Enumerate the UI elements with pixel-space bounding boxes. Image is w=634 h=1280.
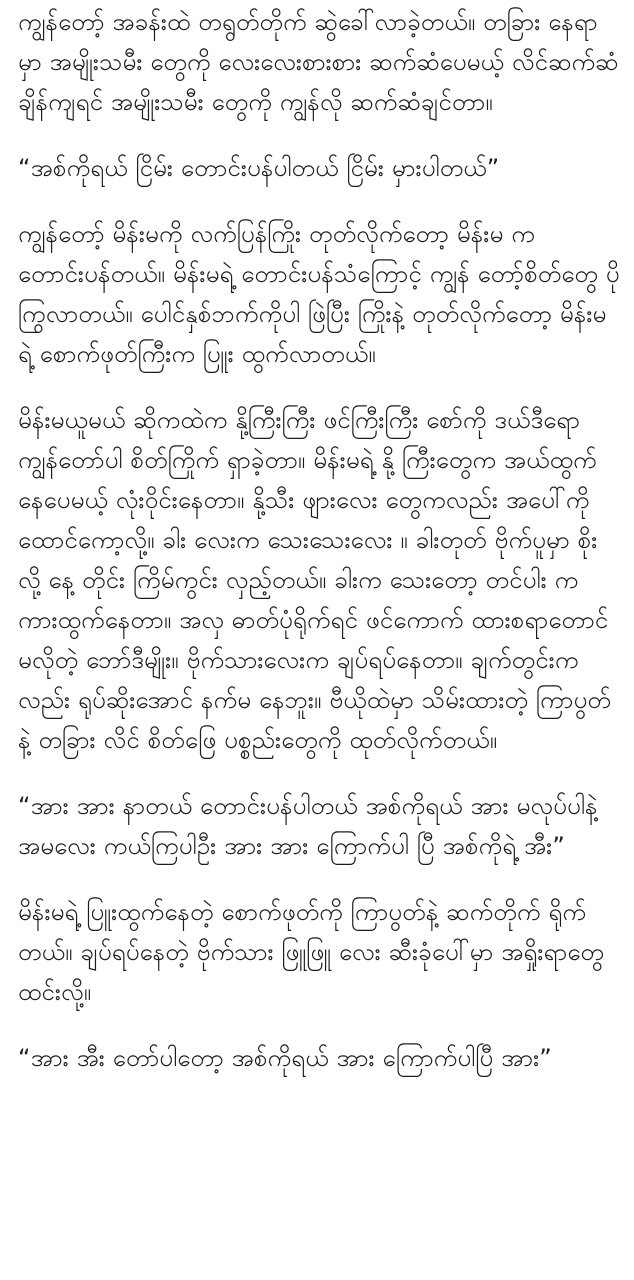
dialogue-3: “အား အီး တော်ပါတော့ အစ်ကိုရယ် အား ကြောက်ပါပြီ အား” bbox=[18, 1044, 552, 1072]
paragraph-1: ကျွန်တော့် အခန်းထဲ တရွတ်တိုက် ဆွဲခေါ်လာခဲ့တယ်။ တခြား နေရာမှာ အမျိုးသမီး တွေကို လေးလေးစားစား ဆက်ဆံပေမယ့် လိင်ဆက်ဆံ ချိန်ကျရင် အမျိုးသမီး တွေကို ကျွန်လို ဆက်ဆံချင်တာ။ bbox=[18, 8, 619, 116]
paragraph-4: မိန်းမရဲ့ ပြူးထွက်နေတဲ့ စောက်ဖုတ်ကို ကြာပွတ်နဲ့ ဆက်တိုက် ရိုက်တယ်။ ချပ်ရပ်နေတဲ့ ဗိုက်သား ဖြူဖြူ လေး ဆီးခုံပေါ်မှာ အရှိုးရာတွေ ထင်းလို့။ bbox=[18, 898, 604, 1006]
dialogue-1: “အစ်ကိုရယ် ငြိမ်း တောင်းပန်ပါတယ် ငြိမ်း မှားပါတယ်” bbox=[18, 154, 500, 182]
paragraph-3: မိန်းမယူမယ် ဆိုကထဲက နို့ကြီးကြီး ဖင်ကြီးကြီး စော်ကို ဒယ်ဒီရော ကျွန်တော်ပါ စိတ်ကြိုက် ရှာခဲ့တာ။ မိန်းမရဲ့ နို့ ကြီးတွေက အယ်ထွက် နေပေမယ့် လုံးဝိုင်းနေတာ။ နို့သီး ဖျားလေး တွေကလည်း အပေါ်ကို ထောင်ကော့လို့။ ခါး လေးက သေးသေးလေး ။ ခါးတုတ် ဗိုက်ပူမှာ စိုးလို့ နေ့ တိုင်း ကြိမ်ကွင်း လှည့်တယ်။ ခါးက သေးတော့ တင်ပါး က ကားထွက်နေတာ။ အလှ ဓာတ်ပုံရိုက်ရင် ဖင်ကောက် ထားစရာတောင် မလိုတဲ့ ဘော်ဒီမျိုး။ ဗိုက်သားလေးက ချပ်ရပ်နေတာ။ ချက်တွင်းကလည်း ရုပ်ဆိုးအောင် နက်မ နေဘူး။ ဗီယိုထဲမှာ သိမ်းထားတဲ့ ကြာပွတ်နဲ့ တခြား လိင် စိတ်ဖြေ ပစ္စည်းတွေကို ထုတ်လိုက်တယ်။ bbox=[18, 406, 611, 754]
paragraph-2: ကျွန်တော့် မိန်းမကို လက်ပြန်ကြိုး တုတ်လိုက်တော့ မိန်းမ က တောင်းပန်တယ်။ မိန်းမရဲ့ တောင်းပန်သံကြောင့် ကျွန် တော့်စိတ်တွေ ပိုကြွလာတယ်။ ပေါင်နှစ်ဘက်ကိုပါ ဖြဲပြီး ကြိုးနဲ့ တုတ်လိုက်တော့ မိန်းမရဲ့ စောက်ဖုတ်ကြီးက ပြူး ထွက်လာတယ်။ bbox=[18, 220, 620, 368]
dialogue-2: “အား အား နာတယ် တောင်းပန်ပါတယ် အစ်ကိုရယ် အား မလုပ်ပါနဲ့ အမလေး ကယ်ကြပါဦး အား အား ကြောက်ပါ ပြီ အစ်ကိုရဲ့ အီး” bbox=[18, 792, 598, 860]
